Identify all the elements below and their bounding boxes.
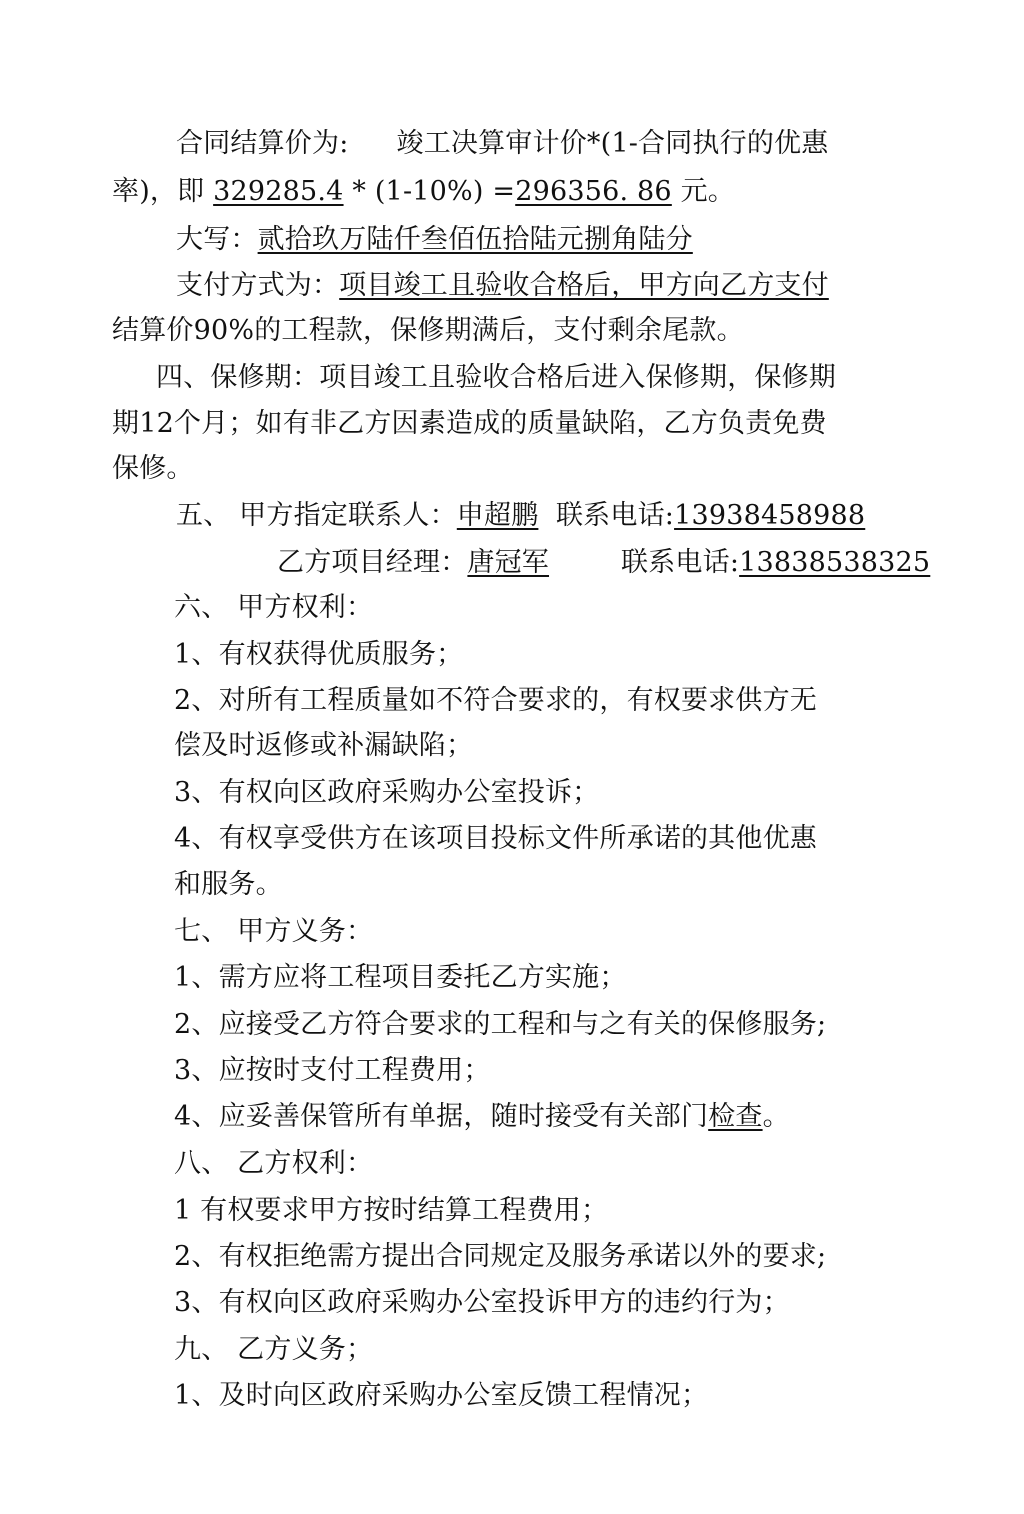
settlement-formula: 竣工决算审计价*(1-合同执行的优惠	[396, 128, 829, 159]
party-b-manager-name: 唐冠军	[467, 547, 550, 578]
duty-4-text: 4、应妥善保管所有单据，随时接受有关部门	[174, 1101, 709, 1132]
payment-value: 项目竣工且验收合格后，甲方向乙方支付	[339, 270, 829, 301]
party-b-right-item: 3、有权向区政府采购办公室投诉甲方的违约行为；	[174, 1287, 790, 1318]
settlement-line	[176, 127, 828, 161]
uppercase-line	[176, 223, 693, 257]
result-amount: 296356. 86	[515, 176, 672, 207]
party-a-right-item: 2、对所有工程质量如不符合要求的，有权要求供方无	[174, 685, 817, 716]
warranty-line-2: 期12个月；如有非乙方因素造成的质量缺陷，乙方负责免费	[112, 408, 827, 439]
party-a-duty-item: 1、需方应将工程项目委托乙方实施；	[174, 962, 627, 993]
party-b-right-item: 2、有权拒绝需方提出合同规定及服务承诺以外的要求;	[174, 1241, 827, 1272]
party-a-phone-label: 联系电话:	[538, 500, 675, 531]
duty-4-underlined: 检查	[708, 1101, 763, 1132]
uppercase-label: 大写：	[176, 224, 258, 255]
duty-4-end: 。	[762, 1101, 790, 1132]
party-a-phone: 13938458988	[674, 500, 866, 531]
party-a-right-item-cont: 偿及时返修或补漏缺陷；	[174, 730, 474, 761]
party-b-duty-item: 1、及时向区政府采购办公室反馈工程情况；	[174, 1380, 709, 1411]
payment-label: 支付方式为：	[176, 270, 340, 301]
party-b-phone: 13838538325	[739, 547, 931, 578]
settlement-calc-line	[112, 175, 735, 209]
warranty-line-1: 四、保修期：项目竣工且验收合格后进入保修期，保修期	[156, 362, 836, 393]
party-a-duty-item: 3、应按时支付工程费用；	[174, 1055, 491, 1086]
party-a-contact-label: 五、 甲方指定联系人：	[176, 500, 457, 531]
base-amount: 329285.4	[213, 176, 344, 207]
party-b-contact-line	[277, 546, 930, 580]
party-a-duties-heading: 七、 甲方义务：	[174, 916, 374, 947]
party-b-contact-label: 乙方项目经理：	[277, 547, 468, 578]
party-a-duty-item: 2、应接受乙方符合要求的工程和与之有关的保修服务;	[174, 1009, 827, 1040]
payment-line-cont: 结算价90%的工程款，保修期满后，支付剩余尾款。	[112, 315, 744, 346]
party-a-right-item: 1、有权获得优质服务；	[174, 639, 464, 670]
party-b-duties-heading: 九、 乙方义务；	[174, 1334, 374, 1365]
party-a-contact-line	[176, 499, 865, 533]
uppercase-value: 贰拾玖万陆仟叁佰伍拾陆元捌角陆分	[257, 224, 693, 255]
party-a-right-item: 3、有权向区政府采购办公室投诉；	[174, 777, 600, 808]
party-a-rights-heading: 六、 甲方权利：	[174, 592, 374, 623]
party-a-duty-item	[174, 1100, 790, 1134]
party-a-contact-name: 申超鹏	[456, 500, 539, 531]
party-b-right-item: 1 有权要求甲方按时结算工程费用；	[174, 1195, 609, 1226]
amount-unit: 元。	[671, 176, 735, 207]
party-b-phone-label: 联系电话:	[621, 547, 740, 578]
calc-expression: * (1-10%) =	[343, 176, 516, 207]
payment-line	[176, 269, 829, 303]
party-b-rights-heading: 八、 乙方权利：	[174, 1148, 374, 1179]
settlement-label: 合同结算价为:	[176, 128, 349, 159]
warranty-line-3: 保修。	[112, 453, 194, 484]
party-a-right-item-cont: 和服务。	[174, 869, 283, 900]
party-a-right-item: 4、有权享受供方在该项目投标文件所承诺的其他优惠	[174, 823, 817, 854]
settlement-formula-cont: 率)，即	[112, 176, 214, 207]
